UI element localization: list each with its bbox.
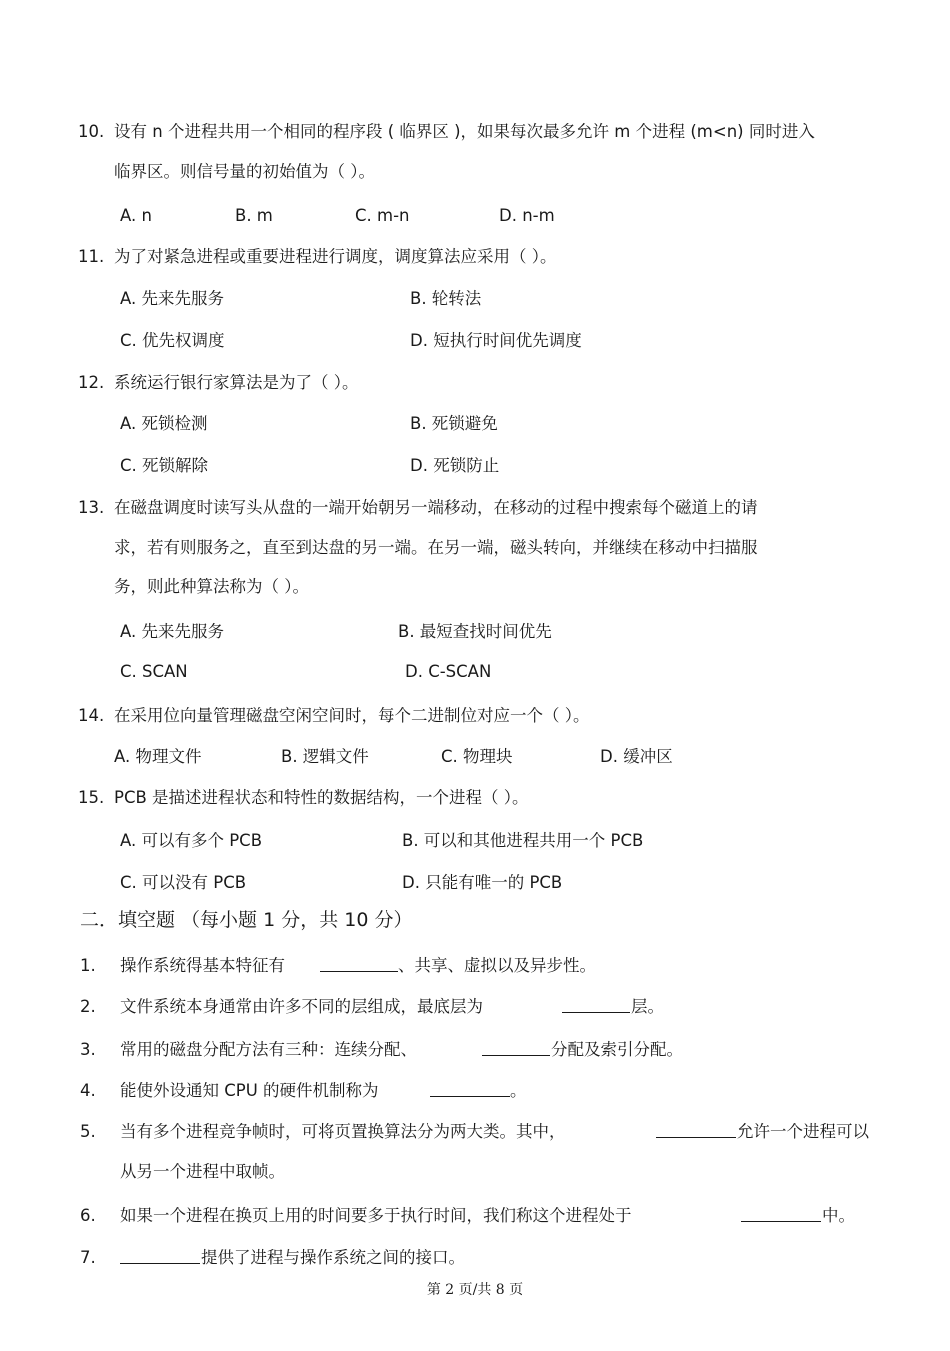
fill-2-blank[interactable] bbox=[562, 997, 630, 1013]
question-12-option-d: D. 死锁防止 bbox=[410, 456, 500, 475]
question-10-stem-cont: 临界区。则信号量的初始值为（ ）。 bbox=[114, 162, 375, 181]
fill-7-number: 7. bbox=[80, 1248, 96, 1267]
fill-3-number: 3. bbox=[80, 1040, 96, 1059]
question-13-option-b: B. 最短查找时间优先 bbox=[398, 622, 552, 641]
question-14-option-b: B. 逻辑文件 bbox=[281, 747, 369, 766]
question-10-option-a: A. n bbox=[120, 206, 152, 225]
fill-1-number: 1. bbox=[80, 956, 96, 975]
fill-7-blank[interactable] bbox=[120, 1248, 200, 1264]
question-12-stem: 系统运行银行家算法是为了（ ）。 bbox=[114, 373, 359, 392]
fill-2-number: 2. bbox=[80, 997, 96, 1016]
fill-3-text-after: 分配及索引分配。 bbox=[551, 1040, 683, 1059]
question-11-stem: 为了对紧急进程或重要进程进行调度，调度算法应采用（ ）。 bbox=[114, 247, 557, 266]
fill-6-blank[interactable] bbox=[741, 1206, 821, 1222]
fill-2-text-after: 层。 bbox=[631, 997, 664, 1016]
question-15-number: 15. bbox=[78, 788, 105, 807]
question-13-option-c: C. SCAN bbox=[120, 662, 188, 681]
question-10-option-d: D. n-m bbox=[499, 206, 555, 225]
question-13-stem-cont-1: 求，若有则服务之，直至到达盘的另一端。在另一端，磁头转向，并继续在移动中扫描服 bbox=[114, 538, 758, 557]
question-14-option-c: C. 物理块 bbox=[441, 747, 513, 766]
fill-1-blank[interactable] bbox=[320, 956, 398, 972]
question-13-stem-cont-2: 务，则此种算法称为（ ）。 bbox=[114, 577, 309, 596]
question-11-option-b: B. 轮转法 bbox=[410, 289, 482, 308]
fill-6-text-before: 如果一个进程在换页上用的时间要多于执行时间，我们称这个进程处于 bbox=[120, 1206, 632, 1225]
question-12-option-a: A. 死锁检测 bbox=[120, 414, 208, 433]
question-14-option-d: D. 缓冲区 bbox=[600, 747, 673, 766]
question-11-option-a: A. 先来先服务 bbox=[120, 289, 224, 308]
question-11-option-c: C. 优先权调度 bbox=[120, 331, 225, 350]
question-10-stem: 设有 n 个进程共用一个相同的程序段 ( 临界区 )，如果每次最多允许 m 个进程 (m<n) 同时进入 bbox=[114, 122, 815, 141]
fill-7-text-after: 提供了进程与操作系统之间的接口。 bbox=[201, 1248, 465, 1267]
question-13-option-a: A. 先来先服务 bbox=[120, 622, 224, 641]
fill-6-text-after: 中。 bbox=[822, 1206, 855, 1225]
fill-5-text-after: 允许一个进程可以 bbox=[737, 1122, 869, 1141]
question-15-option-a: A. 可以有多个 PCB bbox=[120, 831, 263, 850]
question-10-option-b: B. m bbox=[235, 206, 273, 225]
fill-1-text-after: 、共享、虚拟以及异步性。 bbox=[398, 956, 596, 975]
question-10-number: 10. bbox=[78, 122, 105, 141]
fill-4-text-before: 能使外设通知 CPU 的硬件机制称为 bbox=[120, 1081, 379, 1100]
question-15-option-d: D. 只能有唯一的 PCB bbox=[402, 873, 563, 892]
question-14-stem: 在采用位向量管理磁盘空闲空间时，每个二进制位对应一个（ ）。 bbox=[114, 706, 590, 725]
fill-1-text-before: 操作系统得基本特征有 bbox=[120, 956, 285, 975]
question-13-number: 13. bbox=[78, 498, 105, 517]
question-12-number: 12. bbox=[78, 373, 105, 392]
fill-5-text-before: 当有多个进程竞争帧时，可将页置换算法分为两大类。其中， bbox=[120, 1122, 566, 1141]
question-12-option-b: B. 死锁避免 bbox=[410, 414, 498, 433]
fill-2-text-before: 文件系统本身通常由许多不同的层组成，最底层为 bbox=[120, 997, 483, 1016]
fill-5-blank[interactable] bbox=[656, 1122, 736, 1138]
section-heading-fill-in: 二．填空题 （每小题 1 分，共 10 分） bbox=[80, 909, 413, 931]
question-15-stem: PCB 是描述进程状态和特性的数据结构，一个进程（ ）。 bbox=[114, 788, 529, 807]
fill-4-number: 4. bbox=[80, 1081, 96, 1100]
question-12-option-c: C. 死锁解除 bbox=[120, 456, 209, 475]
question-13-stem: 在磁盘调度时读写头从盘的一端开始朝另一端移动，在移动的过程中搜索每个磁道上的请 bbox=[114, 498, 758, 517]
fill-3-blank[interactable] bbox=[482, 1040, 550, 1056]
question-13-option-d: D. C-SCAN bbox=[405, 662, 492, 681]
question-14-option-a: A. 物理文件 bbox=[114, 747, 202, 766]
fill-4-blank[interactable] bbox=[430, 1081, 510, 1097]
question-15-option-b: B. 可以和其他进程共用一个 PCB bbox=[402, 831, 644, 850]
page-number-footer: 第 2 页/共 8 页 bbox=[426, 1282, 524, 1298]
question-11-option-d: D. 短执行时间优先调度 bbox=[410, 331, 582, 350]
fill-6-number: 6. bbox=[80, 1206, 96, 1225]
fill-4-text-after: 。 bbox=[510, 1081, 527, 1100]
question-10-option-c: C. m-n bbox=[355, 206, 410, 225]
question-15-option-c: C. 可以没有 PCB bbox=[120, 873, 247, 892]
fill-5-number: 5. bbox=[80, 1122, 96, 1141]
question-14-number: 14. bbox=[78, 706, 105, 725]
question-11-number: 11. bbox=[78, 247, 105, 266]
fill-3-text-before: 常用的磁盘分配方法有三种：连续分配、 bbox=[120, 1040, 417, 1059]
fill-5-text-cont: 从另一个进程中取帧。 bbox=[120, 1162, 285, 1181]
